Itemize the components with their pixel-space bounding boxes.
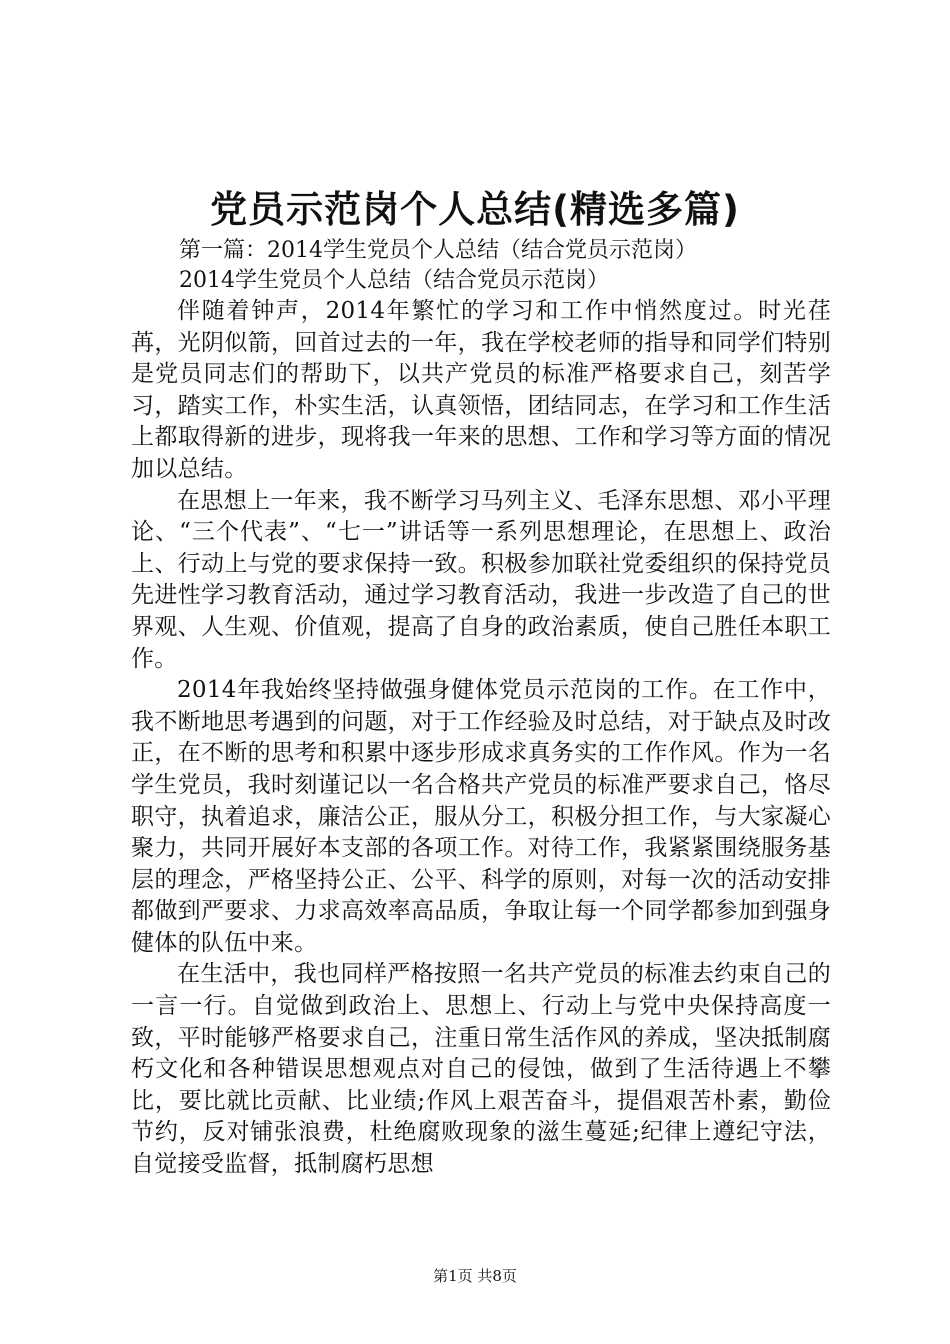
- section-heading: 第一篇：2014学生党员个人总结（结合党员示范岗）: [179, 238, 697, 263]
- page-number-footer: 第1页 共8页: [433, 1267, 517, 1285]
- paragraph-ideology: 在思想上一年来，我不断学习马列主义、毛泽东思想、邓小平理论、“三个代表”、“七一”讲话等一系列思想理论，在思想上、政治上、行动上与党的要求保持一致。积极参加联社党委组织的保持党员先进性学习教育活动，通过学习教育活动，我进一步改造了自己的世界观、人生观、价值观，提高了自身的政治素质，使自己胜任本职工作。: [131, 487, 831, 672]
- paragraph-life: 在生活中，我也同样严格按照一名共产党员的标准去约束自己的一言一行。自觉做到政治上、思想上、行动上与党中央保持高度一致，平时能够严格要求自己，注重日常生活作风的养成，坚决抵制腐朽文化和各种错误思想观点对自己的侵蚀，做到了生活待遇上不攀比，要比就比贡献、比业绩;作风上艰苦奋斗，提倡艰苦朴素，勤俭节约，反对铺张浪费，杜绝腐败现象的滋生蔓延;纪律上遵纪守法，自觉接受监督，抵制腐朽思想: [131, 961, 831, 1178]
- paragraph-work: 2014年我始终坚持做强身健体党员示范岗的工作。在工作中，我不断地思考遇到的问题，对于工作经验及时总结，对于缺点及时改正，在不断的思考和积累中逐步形成求真务实的工作作风。作为一名学生党员，我时刻谨记以一名合格共产党员的标准严要求自己，恪尽职守，执着追求，廉洁公正，服从分工，积极分担工作，与大家凝心聚力，共同开展好本支部的各项工作。对待工作，我紧紧围绕服务基层的理念，严格坚持公正、公平、科学的原则，对每一次的活动安排都做到严要求、力求高效率高品质，争取让每一个同学都参加到强身健体的队伍中来。: [131, 677, 831, 956]
- article-subtitle: 2014学生党员个人总结（结合党员示范岗）: [179, 268, 609, 293]
- document-title: 党员示范岗个人总结(精选多篇): [210, 188, 740, 231]
- paragraph-intro: 伴随着钟声，2014年繁忙的学习和工作中悄然度过。时光荏苒，光阴似箭，回首过去的一年，我在学校老师的指导和同学们特别是党员同志们的帮助下，以共产党员的标准严格要求自己，刻苦学习，踏实工作，朴实生活，认真领悟，团结同志，在学习和工作生活上都取得新的进步，现将我一年来的思想、工作和学习等方面的情况加以总结。: [131, 298, 831, 482]
- document-body: [131, 236, 831, 1181]
